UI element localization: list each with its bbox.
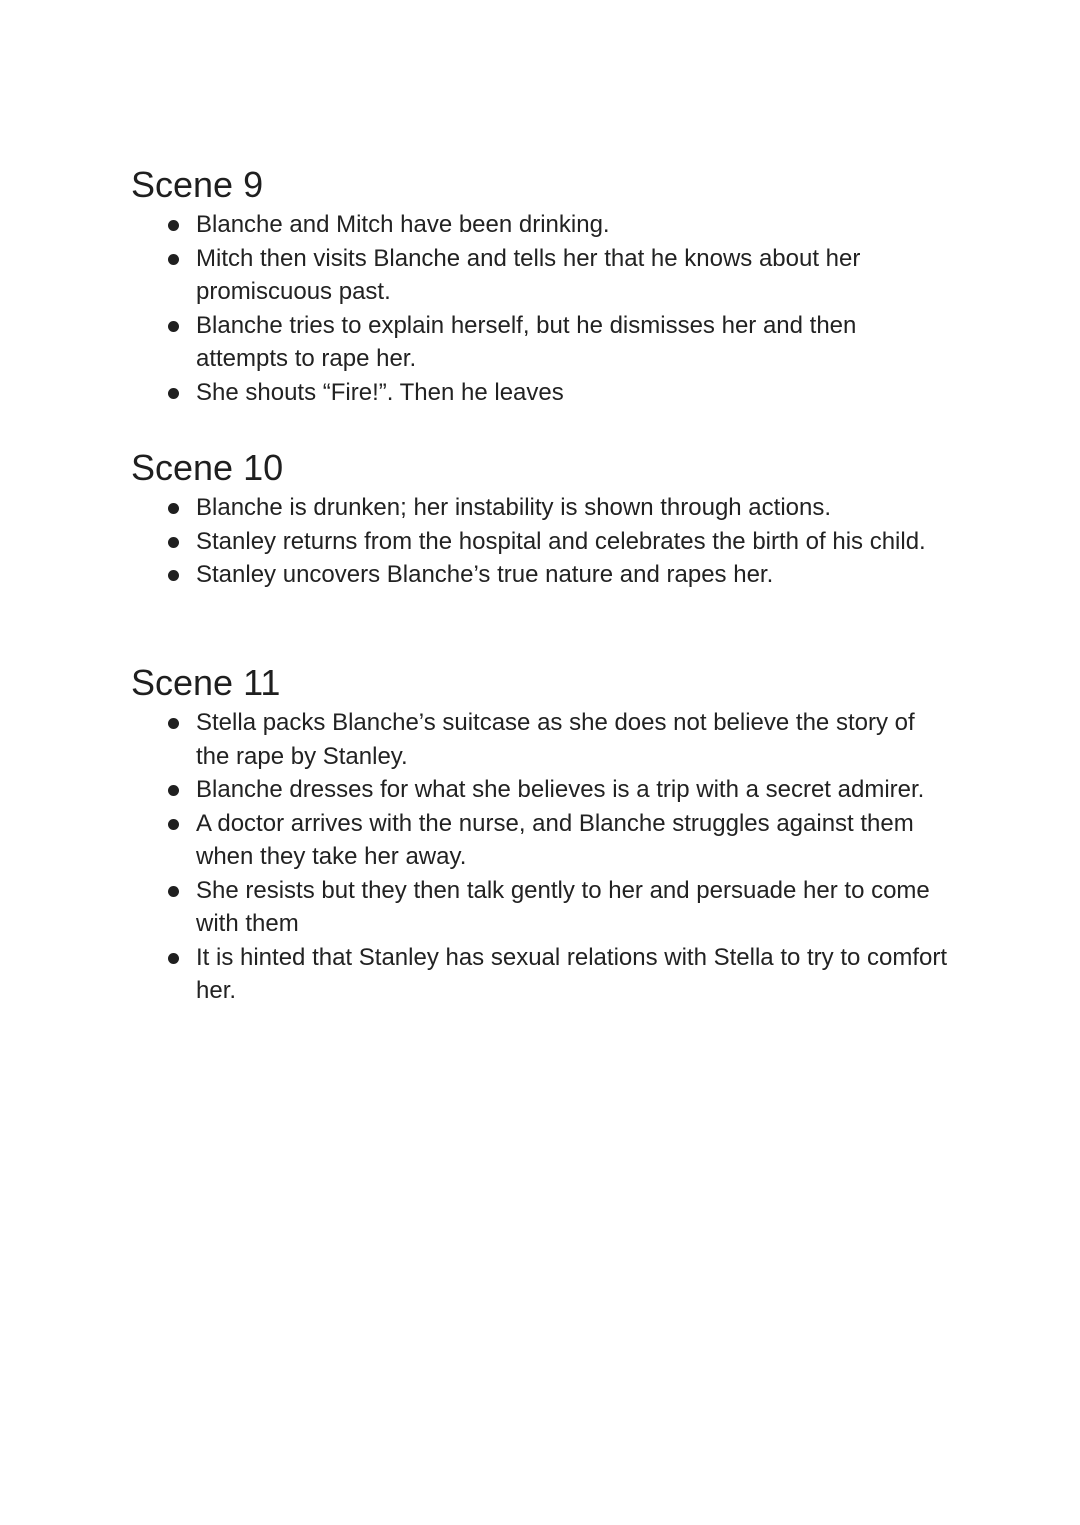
bullet-point-icon (168, 886, 179, 897)
bullet-text: Mitch then visits Blanche and tells her that he knows about her promiscuous past. (196, 244, 861, 305)
bullet-point-icon (168, 254, 179, 265)
bullet-item (131, 706, 951, 773)
bullet-point-icon (168, 388, 179, 399)
bullet-text: Stella packs Blanche’s suitcase as she does not believe the story of the rape by Stanley. (196, 709, 915, 770)
bullet-point-icon (168, 321, 179, 332)
bullet-point-icon (168, 570, 179, 581)
bullet-list (131, 706, 951, 1008)
bullet-text: She shouts “Fire!”. Then he leaves (196, 378, 564, 406)
bullet-point-icon (168, 953, 179, 964)
bullet-item (131, 491, 951, 525)
bullet-point-icon (168, 537, 179, 548)
bullet-text: Stanley uncovers Blanche’s true nature and rapes her. (196, 561, 774, 588)
section-heading: Scene 9 (131, 164, 264, 205)
bullet-text: Blanche tries to explain herself, but he dismisses her and then attempts to rape her. (196, 311, 857, 372)
bullet-point-icon (168, 220, 179, 231)
bullet-item (131, 773, 951, 807)
bullet-item (131, 941, 951, 1008)
bullet-item (131, 242, 951, 309)
bullet-text: It is hinted that Stanley has sexual relations with Stella to try to comfort her. (196, 943, 948, 1004)
section-heading: Scene 10 (131, 447, 284, 488)
bullet-point-icon (168, 718, 179, 729)
bullet-text: Blanche and Mitch have been drinking. (196, 211, 610, 238)
bullet-text: Blanche dresses for what she believes is a trip with a secret admirer. (196, 776, 925, 803)
bullet-point-icon (168, 785, 179, 796)
bullet-item (131, 874, 951, 941)
scene-10-section (131, 448, 951, 592)
section-heading: Scene 11 (131, 662, 281, 703)
bullet-text: Blanche is drunken; her instability is shown through actions. (196, 494, 832, 521)
bullet-item (131, 376, 951, 410)
bullet-item (131, 208, 951, 242)
scene-9-section (131, 165, 951, 409)
bullet-text: A doctor arrives with the nurse, and Blanche struggles against them when they take her away. (196, 809, 914, 870)
bullet-point-icon (168, 819, 179, 830)
bullet-item (131, 525, 951, 559)
bullet-point-icon (168, 503, 179, 514)
bullet-item (131, 558, 951, 592)
scene-11-section (131, 663, 951, 1008)
bullet-text: Stanley returns from the hospital and celebrates the birth of his child. (196, 527, 926, 555)
bullet-list (131, 491, 951, 592)
bullet-item (131, 309, 951, 376)
bullet-item (131, 807, 951, 874)
bullet-text: She resists but they then talk gently to her and persuade her to come with them (196, 876, 930, 937)
bullet-list (131, 208, 951, 409)
